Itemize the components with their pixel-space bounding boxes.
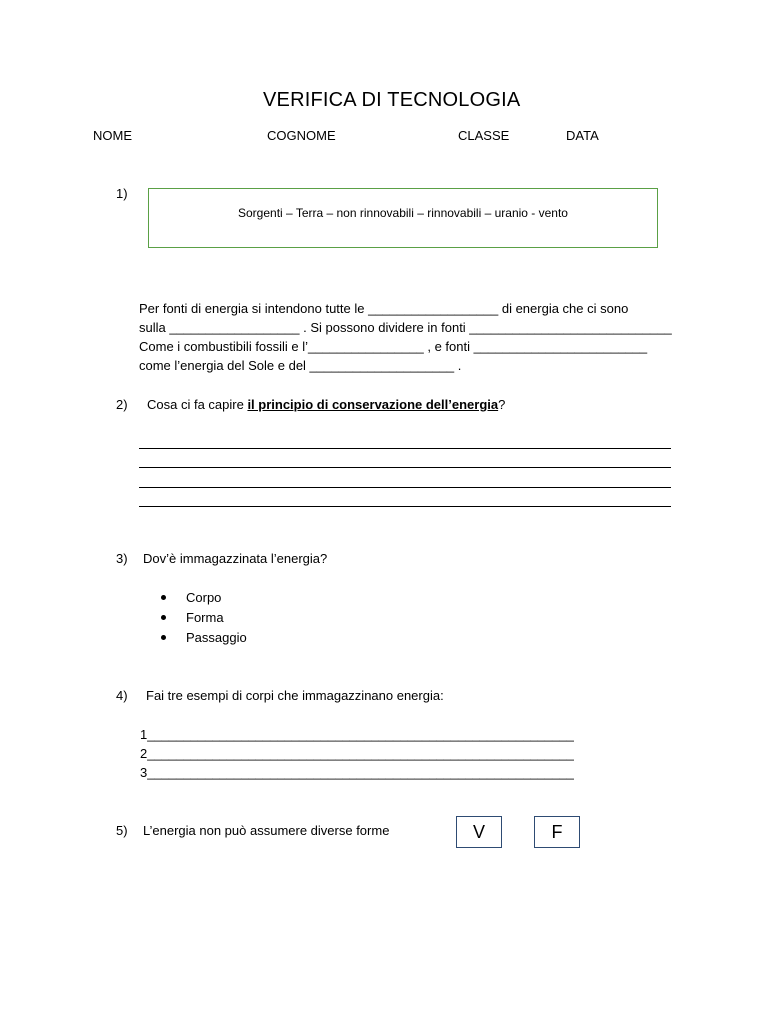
q4-number: 4) — [116, 688, 128, 703]
q3-bullet-list — [160, 589, 247, 649]
q1-line: Come i combustibili fossili e l’________________ , e fonti ________________________ — [139, 339, 648, 354]
q3-number: 3) — [116, 551, 128, 566]
nome-label: NOME — [93, 128, 132, 143]
q1-line: Per fonti di energia si intendono tutte le __________________ di energia che ci sono — [139, 301, 629, 316]
q4-answer-line: 3___________________________________________________________ — [140, 765, 574, 780]
q2-answer-line[interactable] — [139, 467, 671, 468]
list-item: Corpo — [160, 589, 247, 609]
q3-question: Dov’è immagazzinata l’energia? — [143, 551, 328, 566]
cognome-label: COGNOME — [267, 128, 336, 143]
q2-answer-line[interactable] — [139, 448, 671, 449]
q1-line: come l’energia del Sole e del ____________________ . — [139, 358, 462, 373]
q4-answer-line: 1___________________________________________________________ — [140, 727, 574, 742]
page-title: VERIFICA DI TECNOLOGIA — [263, 89, 521, 111]
q1-line: sulla __________________ . Si possono dividere in fonti ____________________________ — [139, 320, 672, 335]
q5-number: 5) — [116, 823, 128, 838]
q2-answer-line[interactable] — [139, 506, 671, 507]
false-label: F — [551, 821, 563, 842]
classe-label: CLASSE — [458, 128, 510, 143]
q1-word-bank — [148, 188, 658, 248]
q2-suffix: ? — [498, 397, 506, 412]
q1-number: 1) — [116, 186, 128, 201]
true-label: V — [472, 821, 485, 842]
q5-question: L’energia non può assumere diverse forme — [143, 823, 390, 838]
q1-fill-in-text[interactable] — [139, 299, 672, 375]
false-answer-box[interactable] — [534, 816, 580, 848]
list-item: Forma — [160, 609, 247, 629]
q2-underlined-text: il principio di conservazione dell’energia — [247, 397, 499, 412]
list-item: Passaggio — [160, 629, 247, 649]
q2-answer-line[interactable] — [139, 487, 671, 488]
q2-number: 2) — [116, 397, 128, 412]
q2-prefix: Cosa ci fa capire — [147, 397, 248, 412]
data-label: DATA — [566, 128, 599, 143]
q4-question: Fai tre esempi di corpi che immagazzinano energia: — [146, 688, 444, 703]
q4-answer-line: 2___________________________________________________________ — [140, 746, 574, 761]
true-answer-box[interactable] — [456, 816, 502, 848]
q4-answer-lines[interactable] — [140, 725, 574, 782]
q2-question — [147, 397, 505, 412]
q1-word-bank-text: Sorgenti – Terra – non rinnovabili – rinnovabili – uranio - vento — [238, 206, 568, 220]
